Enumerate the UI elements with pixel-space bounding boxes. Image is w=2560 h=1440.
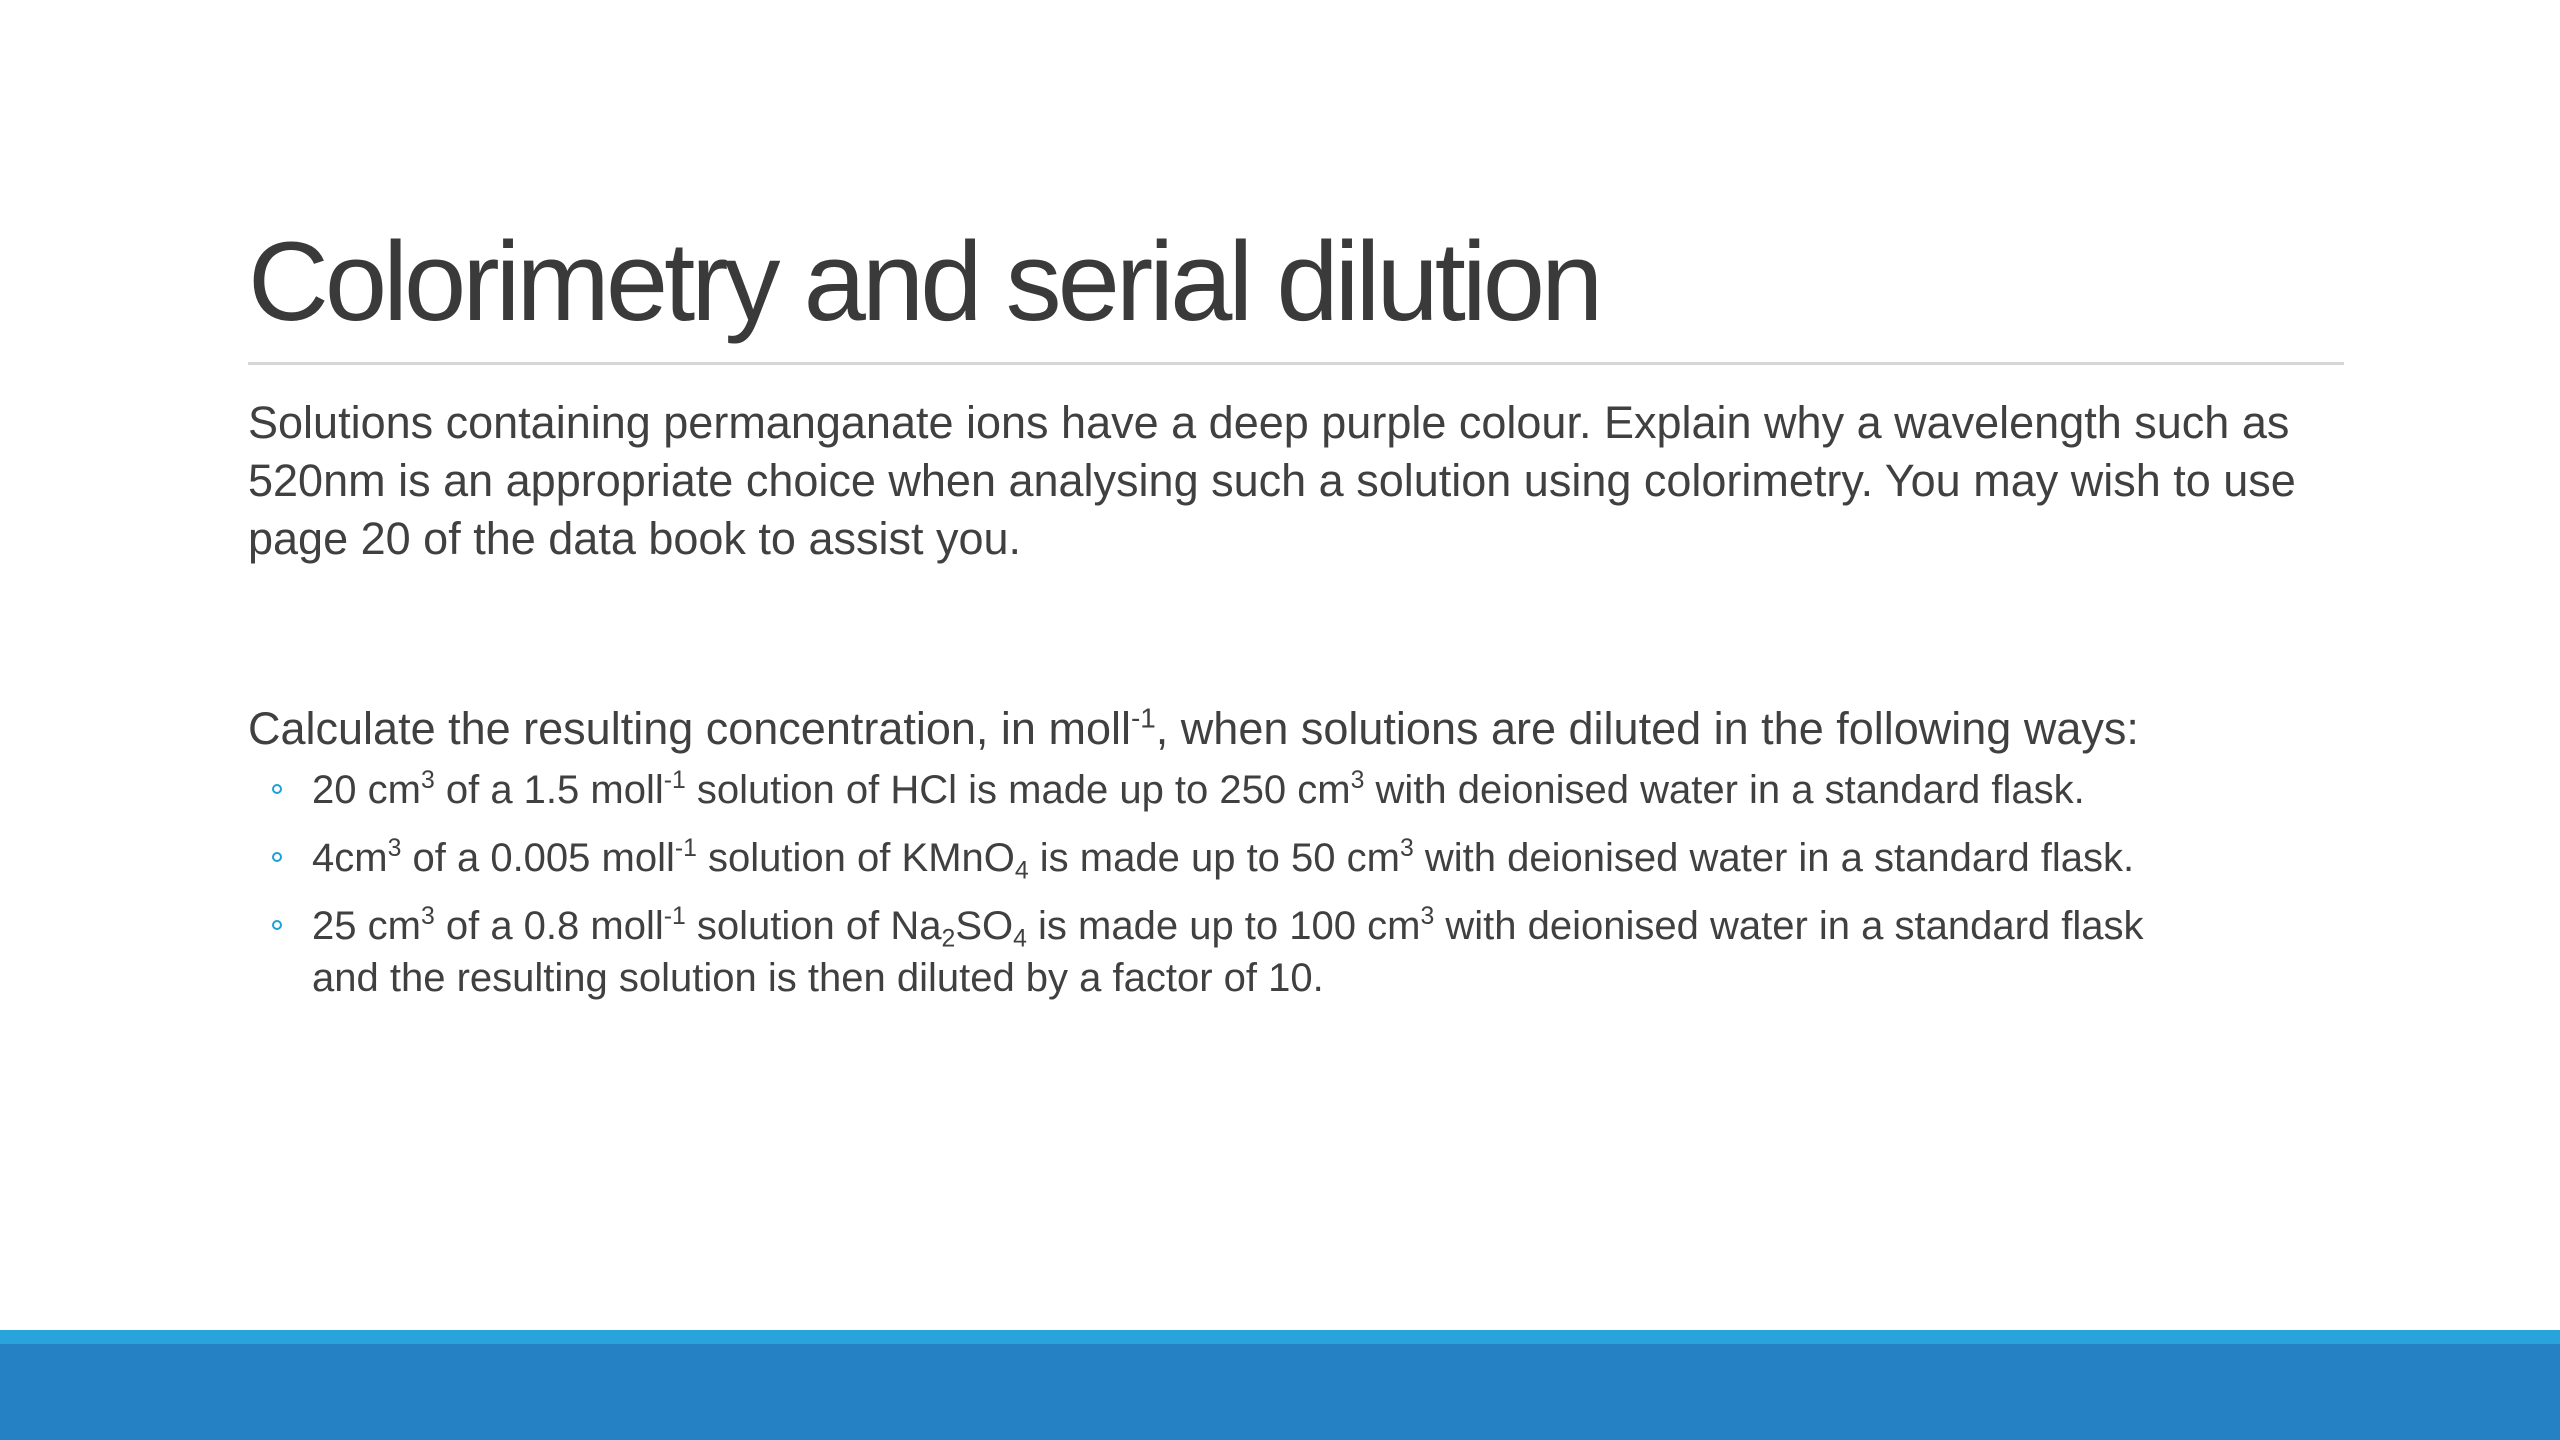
superscript: 3: [1350, 767, 1365, 795]
question-text-start: Calculate the resulting concentration, in moll: [248, 703, 1131, 754]
subscript: 4: [1014, 857, 1029, 885]
superscript: 3: [387, 835, 402, 863]
list-item-text-continued: and the resulting solution is then diluted by a factor of 10.: [312, 956, 1324, 1000]
volume-text: 4cm: [312, 836, 388, 880]
question-prompt: [248, 700, 2139, 758]
solution-text: solution of HCl is made up to 250 cm: [685, 768, 1351, 812]
concentration-text: of a 1.5 moll: [434, 768, 664, 812]
bullet-circle-icon: [272, 852, 282, 862]
list-item-kmno4: [272, 832, 2348, 884]
question-unit-exponent: -1: [1130, 702, 1156, 734]
volume-text: 25 cm: [312, 904, 421, 948]
slide-title: Colorimetry and serial dilution: [248, 219, 1600, 344]
question-text-end: , when solutions are diluted in the following ways:: [1155, 703, 2139, 754]
bullet-circle-icon: [272, 920, 282, 930]
list-item-na2so4: [272, 900, 2348, 1004]
made-up-text: is made up to 100 cm: [1026, 904, 1421, 948]
title-divider: [248, 362, 2344, 365]
flask-text: with deionised water in a standard flask.: [1413, 836, 2135, 880]
list-item-hcl: [272, 764, 2348, 816]
volume-text: 20 cm: [312, 768, 421, 812]
superscript: 3: [420, 903, 435, 931]
list-item-text: [312, 900, 2348, 952]
dilution-list: [272, 764, 2348, 1020]
concentration-text: of a 0.005 moll: [401, 836, 675, 880]
subscript: 2: [941, 925, 956, 953]
superscript: 3: [1399, 835, 1414, 863]
list-item-text: [312, 764, 2348, 816]
superscript: 3: [420, 767, 435, 795]
solution-text: solution of Na: [685, 904, 942, 948]
made-up-text: is made up to 50 cm: [1028, 836, 1400, 880]
flask-text: with deionised water in a standard flask: [1434, 904, 2144, 948]
formula-text: SO: [955, 904, 1014, 948]
intro-paragraph: Solutions containing permanganate ions have a deep purple colour. Explain why a wavelength such as 520nm is an appropriate choice when analysing such a solution using colorimetry. You may wish to use page 20 of the data book to assist you.: [248, 397, 2296, 564]
footer-accent-stripe: [0, 1330, 2560, 1344]
bullet-circle-icon: [272, 784, 282, 794]
flask-text: with deionised water in a standard flask.: [1364, 768, 2085, 812]
subscript: 4: [1013, 925, 1027, 953]
superscript: 3: [1420, 903, 1435, 931]
superscript: -1: [674, 835, 697, 863]
list-item-text: [312, 832, 2348, 884]
superscript: -1: [663, 903, 686, 931]
superscript: -1: [663, 767, 686, 795]
concentration-text: of a 0.8 moll: [434, 904, 664, 948]
solution-text: solution of KMnO: [696, 836, 1015, 880]
footer-bar: [0, 1344, 2560, 1440]
